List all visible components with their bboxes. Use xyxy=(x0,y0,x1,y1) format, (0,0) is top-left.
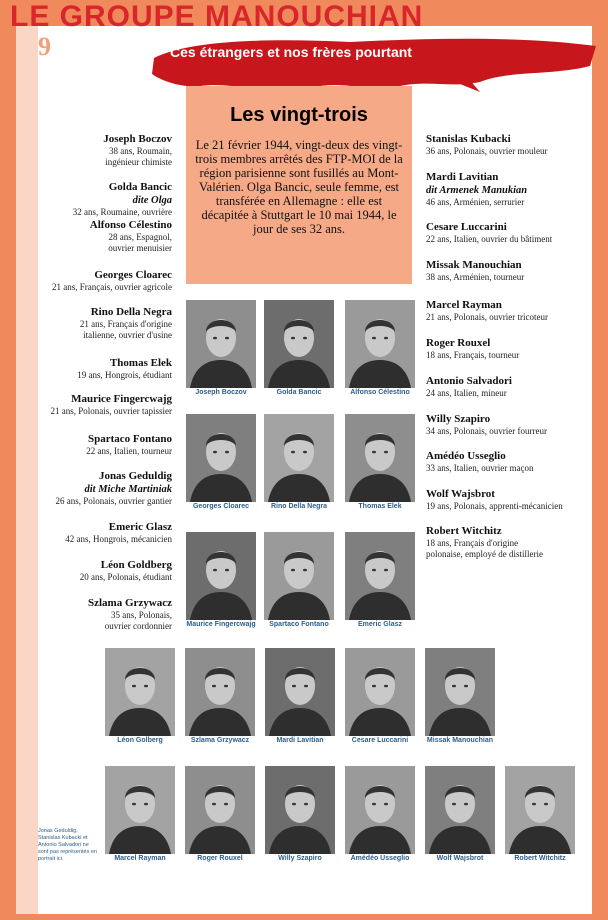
bio-details: 38 ans, Arménien, tourneur xyxy=(426,272,525,282)
bio-details: ouvrier cordonnier xyxy=(104,621,172,631)
portrait-photo xyxy=(345,532,415,620)
bio-details: 24 ans, Italien, mineur xyxy=(426,388,507,398)
portrait-caption: Mardi Lavitian xyxy=(276,737,324,744)
intro-heading: Les vingt-trois xyxy=(230,104,368,126)
bio-alias: dit Armenek Manukian xyxy=(426,185,528,196)
bio-entry xyxy=(426,132,596,157)
portrait xyxy=(105,648,175,748)
portrait-photo xyxy=(345,766,415,854)
portrait-caption: Cesare Luccarini xyxy=(351,737,409,744)
bio-details: 46 ans, Arménien, serrurier xyxy=(426,197,525,207)
portrait-caption: Joseph Boczov xyxy=(195,389,247,396)
bio-entry xyxy=(426,374,596,399)
bio-details: 32 ans, Roumaine, ouvrière xyxy=(72,207,172,217)
bio-alias: dite Olga xyxy=(132,195,172,206)
portrait xyxy=(105,766,175,866)
portrait-photo xyxy=(105,766,175,854)
bio-details: 33 ans, Italien, ouvrier maçon xyxy=(426,463,534,473)
bio-name: Golda Bancic xyxy=(108,181,172,193)
portrait-caption: Georges Cloarec xyxy=(192,503,250,510)
portrait-photo xyxy=(264,300,334,388)
logo-main: IVRY xyxy=(562,889,581,898)
page-title: LE GROUPE MANOUCHIAN xyxy=(10,0,424,33)
bio-details: 28 ans, Espagnol, xyxy=(108,232,172,242)
bio-name: Mardi Lavitian xyxy=(426,171,499,183)
portrait-caption: Marcel Rayman xyxy=(114,855,166,862)
portrait-photo xyxy=(345,414,415,502)
bio-entry xyxy=(426,170,596,208)
bio-details: 42 ans, Hongrois, mécanicien xyxy=(65,534,172,544)
portrait-photo xyxy=(105,648,175,736)
portrait xyxy=(264,414,334,514)
portrait-caption: Robert Witchitz xyxy=(514,855,566,862)
portrait xyxy=(345,648,415,748)
bio-name: Willy Szapiro xyxy=(426,413,491,425)
bio-name: Stanislas Kubacki xyxy=(426,133,511,145)
portrait-caption: Spartaco Fontano xyxy=(269,621,329,628)
logo-sub: VILLE xyxy=(563,899,580,904)
portrait xyxy=(345,414,415,514)
bio-name: Léon Goldberg xyxy=(100,559,172,571)
portrait-photo xyxy=(264,532,334,620)
intro-text: Le 21 février 1944, vingt-deux des vingt-trois membres arrêtés des FTP-MOI de la région parisienne sont fusillés au Mont-Valérien. Olga Bancic, seule femme, est transférée en Allemagne : elle est décapitée à Stuttgart le 10 mai 1944, le jour de ses 32 ans. xyxy=(195,138,403,236)
portrait xyxy=(264,300,334,400)
bio-name: Georges Cloarec xyxy=(94,269,172,281)
bio-entry xyxy=(40,180,172,218)
bio-details: 22 ans, Italien, tourneur xyxy=(86,446,172,456)
bio-entry xyxy=(426,336,596,361)
bio-details: 38 ans, Roumain, xyxy=(109,146,172,156)
portrait-caption: Missak Manouchian xyxy=(426,737,494,744)
portrait-caption: Emeric Glasz xyxy=(358,621,402,628)
bio-name: Spartaco Fontano xyxy=(87,433,172,445)
bio-details: 18 ans, Français, tourneur xyxy=(426,350,520,360)
portrait xyxy=(425,766,495,866)
portrait xyxy=(345,532,415,632)
bio-name: Szlama Grzywacz xyxy=(88,597,172,609)
bio-name: Missak Manouchian xyxy=(426,259,522,271)
portrait-photo xyxy=(185,766,255,854)
bio-details: 21 ans, Polonais, ouvrier tapissier xyxy=(50,406,172,416)
left-band xyxy=(16,26,38,914)
bio-name: Emeric Glasz xyxy=(108,521,172,533)
portrait-photo xyxy=(345,300,415,388)
bio-entry xyxy=(426,487,596,512)
portrait xyxy=(425,648,495,748)
portrait-caption: Rino Della Negra xyxy=(270,503,327,510)
portrait-photo xyxy=(265,648,335,736)
bio-name: Maurice Fingercwajg xyxy=(71,393,172,405)
bio-entry xyxy=(40,432,172,457)
bio-name: Roger Rouxel xyxy=(426,337,491,349)
portrait-photo xyxy=(186,414,256,502)
bio-entry xyxy=(40,520,172,545)
portrait-caption: Léon Golberg xyxy=(117,737,163,744)
portrait xyxy=(265,648,335,748)
bio-entry xyxy=(40,558,172,583)
portrait-photo xyxy=(185,648,255,736)
bio-name: Wolf Wajsbrot xyxy=(426,488,495,500)
bio-details: 19 ans, Hongrois, étudiant xyxy=(77,370,172,380)
banner-text: Ces étrangers et nos frères pourtant xyxy=(170,44,412,60)
bio-details: 19 ans, Polonais, apprenti-mécanicien xyxy=(426,501,563,511)
portrait-caption: Roger Rouxel xyxy=(197,855,243,862)
portrait xyxy=(185,648,255,748)
bio-entry xyxy=(426,449,596,474)
portrait-photo xyxy=(186,300,256,388)
portrait-caption: Thomas Elek xyxy=(358,503,402,510)
portrait-caption: Amédéo Usseglio xyxy=(350,855,410,862)
ivry-logo xyxy=(562,890,580,906)
bio-entry xyxy=(40,218,172,254)
portrait-photo xyxy=(186,532,256,620)
bio-details: 22 ans, Italien, ouvrier du bâtiment xyxy=(426,234,553,244)
portrait-caption: Wolf Wajsbrot xyxy=(436,855,484,862)
portrait xyxy=(265,766,335,866)
bio-name: Thomas Elek xyxy=(109,357,172,369)
bio-details: 18 ans, Français d'origine xyxy=(426,538,519,548)
bio-details: 34 ans, Polonais, ouvrier fourreur xyxy=(426,426,547,436)
bio-name: Rino Della Negra xyxy=(90,306,172,318)
bio-entry xyxy=(40,356,172,381)
portrait-caption: Alfonso Célestino xyxy=(350,389,410,396)
bio-details: ouvrier menuisier xyxy=(108,243,172,253)
bio-details: ingénieur chimiste xyxy=(105,157,172,167)
portrait-photo xyxy=(425,648,495,736)
bio-entry xyxy=(426,298,596,323)
page-number: 9 xyxy=(38,32,51,61)
bio-entry xyxy=(40,392,172,417)
portrait-caption: Willy Szapiro xyxy=(278,855,322,862)
bio-entry xyxy=(40,132,172,168)
bio-entry xyxy=(40,596,172,632)
bio-details: 36 ans, Polonais, ouvrier mouleur xyxy=(426,146,548,156)
bio-entry xyxy=(426,412,596,437)
bio-details: 21 ans, Français, ouvrier agricole xyxy=(52,282,172,292)
bio-entry xyxy=(426,524,596,560)
portrait-note: Jonas Geduldig, Stanislas Kubacki et Antonio Salvadori ne sont pas représentés en portrait ici. xyxy=(38,828,98,862)
bio-entry xyxy=(426,220,596,245)
portrait xyxy=(345,300,415,400)
bio-details: 26 ans, Polonais, ouvrier gantier xyxy=(55,496,172,506)
bio-details: 20 ans, Polonais, étudiant xyxy=(79,572,172,582)
intro-box xyxy=(186,86,412,284)
portrait-caption: Maurice Fingercwajg xyxy=(186,621,256,628)
portrait-photo xyxy=(425,766,495,854)
bio-name: Antonio Salvadori xyxy=(426,375,512,387)
bio-details: polonaise, employé de distillerie xyxy=(426,549,543,559)
bio-entry xyxy=(40,305,172,341)
bio-name: Jonas Geduldig xyxy=(98,470,172,482)
bio-details: 35 ans, Polonais, xyxy=(110,610,172,620)
portrait xyxy=(186,414,256,514)
portrait xyxy=(345,766,415,866)
portrait-photo xyxy=(265,766,335,854)
bio-entry xyxy=(40,268,172,293)
portrait-caption: Szlama Grzywacz xyxy=(190,737,250,744)
bio-details: italienne, ouvrier d'usine xyxy=(83,330,172,340)
portrait xyxy=(185,766,255,866)
bio-name: Joseph Boczov xyxy=(103,133,172,145)
bio-name: Alfonso Célestino xyxy=(89,219,172,231)
bio-name: Robert Witchitz xyxy=(426,525,502,537)
portrait-photo xyxy=(264,414,334,502)
bio-name: Amédéo Usseglio xyxy=(426,450,506,462)
portrait-photo xyxy=(505,766,575,854)
portrait xyxy=(186,532,256,632)
bio-entry xyxy=(426,258,596,283)
portrait-photo xyxy=(345,648,415,736)
portrait-caption: Golda Bancic xyxy=(276,389,322,396)
bio-name: Marcel Rayman xyxy=(426,299,502,311)
portrait xyxy=(264,532,334,632)
portrait xyxy=(186,300,256,400)
bio-details: 21 ans, Français d'origine xyxy=(79,319,172,329)
bio-alias: dit Miche Martiniak xyxy=(84,484,172,495)
portrait xyxy=(505,766,575,866)
bio-entry xyxy=(40,469,172,507)
bio-details: 21 ans, Polonais, ouvrier tricoteur xyxy=(426,312,548,322)
bio-name: Cesare Luccarini xyxy=(426,221,507,233)
